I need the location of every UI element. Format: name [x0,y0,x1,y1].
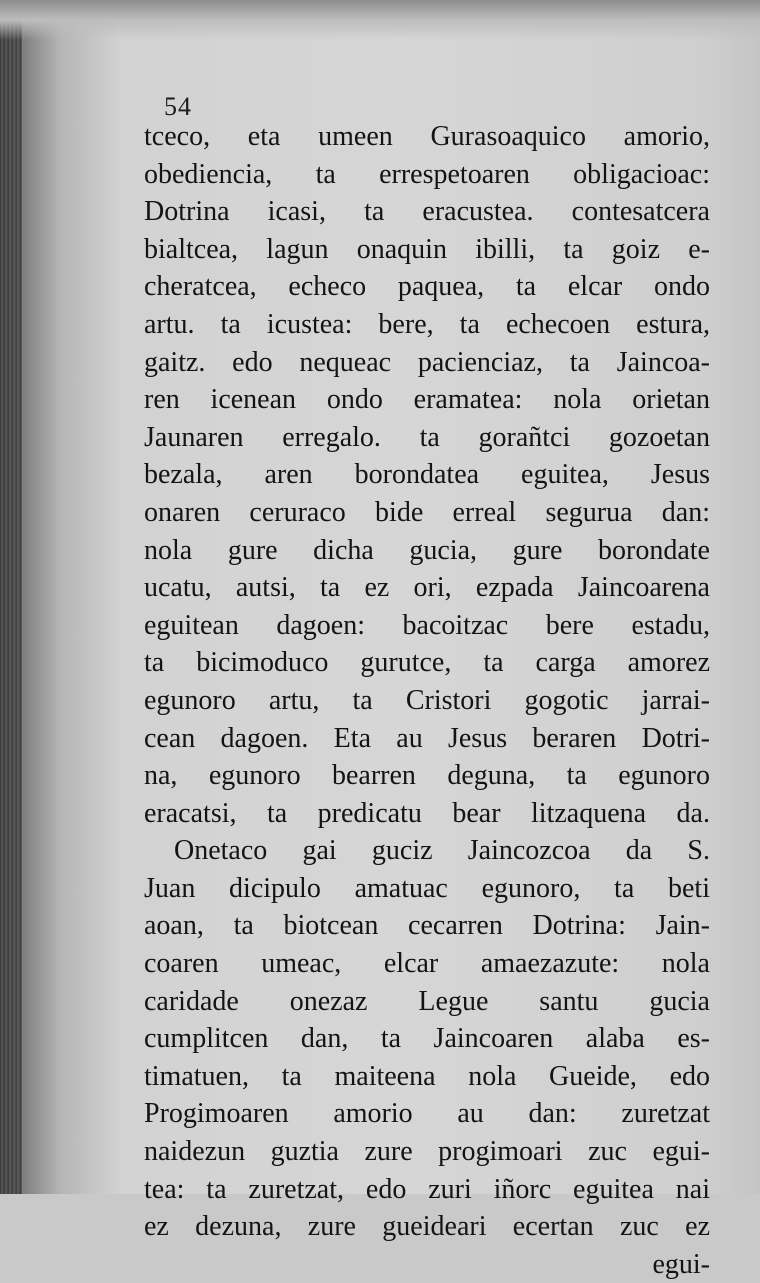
text-line: aoan, ta biotcean cecarren Dotrina: Jain- [144,910,710,942]
catchword: egui- [652,1248,710,1280]
text-line: ucatu, autsi, ta ez ori, ezpada Jaincoarena [144,572,710,604]
text-line: ta bicimoduco gurutce, ta carga amorez [144,647,710,679]
text-line: timatuen, ta maiteena nola Gueide, edo [144,1060,710,1092]
text-line: eguitean dagoen: bacoitzac bere estadu, [144,609,710,641]
text-line: artu. ta icustea: bere, ta echecoen estura, [144,308,710,340]
text-line: coaren umeac, elcar amaezazute: nola [144,948,710,980]
text-line: onaren ceruraco bide erreal segurua dan: [144,496,710,528]
text-line: caridade onezaz Legue santu gucia [144,985,710,1017]
text-line: gaitz. edo nequeac pacienciaz, ta Jaincoa- [144,346,710,378]
text-line: tea: ta zuretzat, edo zuri iñorc eguitea nai [144,1173,710,1205]
text-line: na, egunoro bearren deguna, ta egunoro [144,760,710,792]
text-line: ren icenean ondo eramatea: nola orietan [144,384,710,416]
text-line: nola gure dicha gucia, gure borondate [144,534,710,566]
text-line: Progimoaren amorio au dan: zuretzat [144,1098,710,1130]
text-line: obedіencia, ta errespetoaren obligacioac: [144,158,710,190]
text-line: cheratcea, echeco paquea, ta elcar ondo [144,271,710,303]
text-line: eracatsi, ta predicatu bear litzaquena da. [144,797,710,829]
text-line: bialtcea, lagun onaquin ibilli, ta goiz e- [144,233,710,265]
top-scan-shadow [0,0,760,40]
body-text [144,118,710,1283]
text-line: cean dagoen. Eta au Jesus beraren Dotri- [144,722,710,754]
text-line: Jaunaren erregalo. ta gorañtci gozoetan [144,421,710,453]
page-number: 54 [164,92,192,121]
text-line: Juan dicipulo amatuac egunoro, ta beti [144,872,710,904]
text-line: ez dezuna, zure gueideari ecertan zuc ez [144,1211,710,1243]
text-line: cumplitcen dan, ta Jaincoaren alaba es- [144,1023,710,1055]
text-line: bezala, aren borondatea eguitea, Jesus [144,459,710,491]
paragraph-start-line: Onetaco gai guciz Jaincozcoa da S. [174,835,710,867]
text-line: tceco, eta umeen Gurasoaquico amorio, [144,121,710,152]
text-line: egunoro artu, ta Cristori gogotic jarrai- [144,684,710,716]
page-edge-shadow [0,0,22,1194]
text-line: Dotrina icasi, ta eracustea. contesatcera [144,196,710,228]
text-line: naidezun guztia zure progimoari zuc egui- [144,1136,710,1168]
